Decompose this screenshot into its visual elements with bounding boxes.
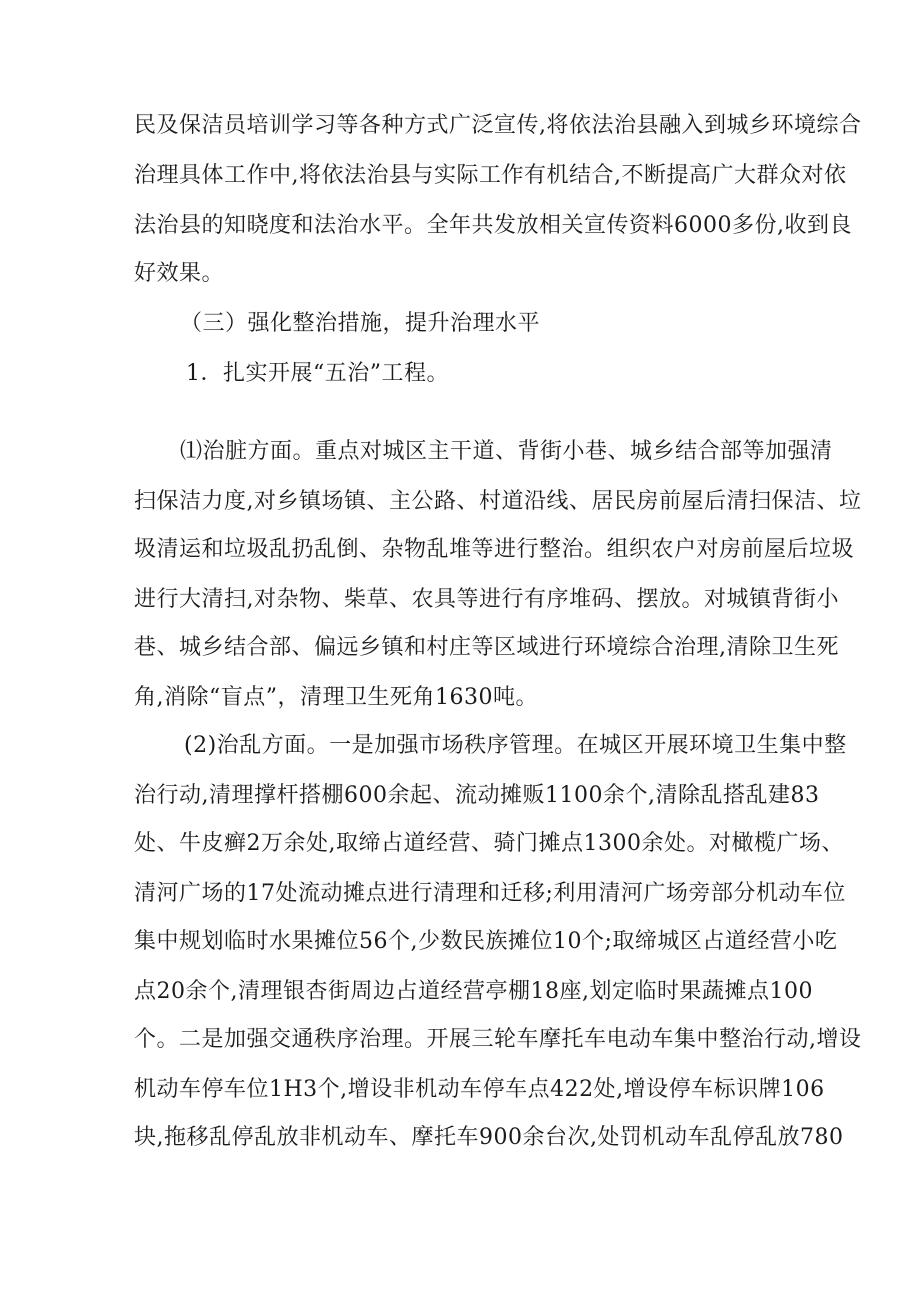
paragraph-line: (2)治乱方面。一是加强市场秩序管理。在城区开展环境卫生集中整 bbox=[184, 733, 847, 758]
paragraph-line: 巷、城乡结合部、偏远乡镇和村庄等区域进行环境综合治理,清除卫生死 bbox=[134, 635, 839, 660]
paragraph-line: 好效果。 bbox=[134, 261, 225, 286]
paragraph-line: 法治县的知晓度和法治水平。全年共发放相关宣传资料6000多份,收到良 bbox=[134, 213, 852, 238]
paragraph-line: 角,消除“盲点”，清理卫生死角1630吨。 bbox=[134, 685, 538, 710]
paragraph-line: 民及保洁员培训学习等各种方式广泛宣传,将依法治县融入到城乡环境综合 bbox=[134, 113, 862, 138]
paragraph-line: ⑴治脏方面。重点对城区主干道、背街小巷、城乡结合部等加强清 bbox=[180, 439, 833, 464]
paragraph-line: 点20余个,清理银杏街周边占道经营亭棚18座,划定临时果蔬摊点100 bbox=[134, 979, 813, 1004]
paragraph-line: 集中规划临时水果摊位56个,少数民族摊位10个;取缔城区占道经营小吃 bbox=[134, 929, 838, 954]
sub-heading: 1．扎实开展“五治”工程。 bbox=[186, 361, 449, 386]
paragraph-line: 扫保洁力度,对乡镇场镇、主公路、村道沿线、居民房前屋后清扫保洁、垃 bbox=[134, 489, 862, 514]
paragraph-line: 清河广场的17处流动摊点进行清理和迁移;利用清河广场旁部分机动车位 bbox=[134, 881, 846, 906]
paragraph-line: 圾清运和垃圾乱扔乱倒、杂物乱堆等进行整治。组织农户对房前屋后垃圾 bbox=[134, 537, 855, 562]
paragraph-line: 个。二是加强交通秩序治理。开展三轮车摩托车电动车集中整治行动,增设 bbox=[134, 1027, 862, 1052]
section-heading: （三）强化整治措施，提升治理水平 bbox=[180, 311, 541, 336]
paragraph-line: 治理具体工作中,将依法治县与实际工作有机结合,不断提高广大群众对依 bbox=[134, 163, 847, 188]
paragraph-line: 治行动,清理撑杆搭棚600余起、流动摊贩1100余个,清除乱搭乱建83 bbox=[134, 783, 820, 808]
paragraph-line: 处、牛皮癣2万余处,取缔占道经营、骑门摊点1300余处。对橄榄广场、 bbox=[134, 831, 844, 856]
paragraph-line: 块,拖移乱停乱放非机动车、摩托车900余台次,处罚机动车乱停乱放780 bbox=[134, 1125, 844, 1150]
paragraph-line: 进行大清扫,对杂物、柴草、农具等进行有序堆码、摆放。对城镇背街小 bbox=[134, 587, 839, 612]
paragraph-line: 机动车停车位1H3个,增设非机动车停车点422处,增设停车标识牌106 bbox=[134, 1077, 825, 1102]
